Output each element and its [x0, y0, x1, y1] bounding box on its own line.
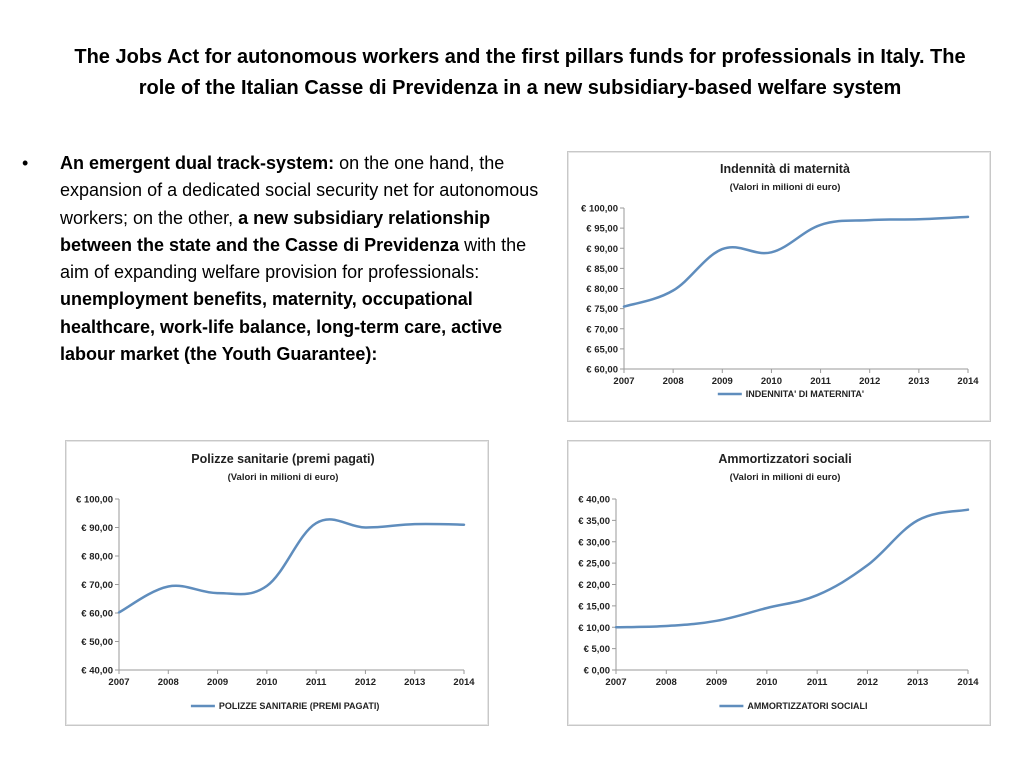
chart-maternita-svg	[568, 152, 990, 421]
chart-subtitle: (Valori in milioni di euro)	[227, 472, 339, 483]
x-tick-label: 2008	[157, 677, 179, 688]
x-tick-label: 2013	[907, 677, 929, 688]
bullet-lead: An emergent dual track-system:	[60, 153, 335, 173]
y-tick-label: € 0,00	[583, 665, 610, 677]
bullet-text-part4: with the aim of expanding welfare provision for professionals:	[60, 234, 527, 283]
series-line	[624, 217, 968, 307]
chart-title: Polizze sanitarie (premi pagati)	[191, 452, 375, 466]
x-tick-label: 2011	[305, 677, 327, 688]
chart-subtitle: (Valori in milioni di euro)	[729, 182, 841, 193]
x-tick-label: 2007	[108, 677, 130, 688]
y-tick-label: € 70,00	[586, 324, 618, 336]
y-tick-label: € 15,00	[578, 601, 610, 613]
series-line	[616, 510, 968, 628]
y-tick-label: € 50,00	[81, 637, 113, 648]
y-tick-label: € 60,00	[81, 608, 113, 620]
x-tick-label: 2010	[256, 677, 278, 688]
chart-title: Ammortizzatori sociali	[718, 452, 852, 466]
legend-label: INDENNITA' DI MATERNITA'	[745, 389, 865, 399]
x-tick-label: 2012	[354, 677, 376, 688]
y-tick-label: € 40,00	[81, 665, 113, 677]
y-tick-label: € 20,00	[578, 580, 610, 591]
chart-ammortizzatori	[567, 440, 991, 726]
y-tick-label: € 60,00	[586, 364, 618, 376]
x-tick-label: 2014	[453, 677, 475, 688]
y-tick-label: € 40,00	[578, 494, 610, 506]
y-tick-label: € 90,00	[586, 243, 618, 255]
x-tick-label: 2007	[613, 376, 635, 387]
chart-title: Indennità di maternità	[720, 162, 850, 176]
x-tick-label: 2014	[957, 677, 979, 688]
y-tick-label: € 35,00	[578, 515, 610, 527]
y-tick-label: € 85,00	[586, 263, 618, 275]
x-tick-label: 2010	[760, 376, 782, 387]
chart-subtitle: (Valori in milioni di euro)	[729, 472, 841, 483]
y-tick-label: € 90,00	[81, 523, 113, 534]
chart-polizze	[65, 440, 489, 726]
x-tick-label: 2007	[605, 677, 627, 688]
y-tick-label: € 70,00	[81, 580, 113, 591]
x-tick-label: 2008	[655, 677, 677, 688]
bullet-text	[60, 150, 540, 368]
slide-title: The Jobs Act for autonomous workers and the first pillars funds for professionals in Italy. The role of the Italian Casse di Previdenza in a new subsidiary-based welfare system	[74, 46, 966, 99]
x-tick-label: 2013	[908, 376, 930, 387]
y-tick-label: € 65,00	[586, 344, 618, 356]
y-tick-label: € 75,00	[586, 304, 618, 316]
y-tick-label: € 100,00	[581, 203, 618, 215]
x-tick-label: 2012	[856, 677, 878, 688]
chart-maternita	[567, 151, 991, 422]
y-tick-label: € 95,00	[586, 223, 618, 235]
legend-label: POLIZZE SANITARIE (PREMI PAGATI)	[218, 701, 380, 711]
bullet-emphasis-benefits: unemployment benefits, maternity, occupational healthcare, work-life balance, long-term care, active labour market (the Youth Guarantee):	[60, 289, 503, 365]
y-tick-label: € 80,00	[81, 551, 113, 563]
bullet-marker: •	[22, 153, 29, 173]
x-tick-label: 2008	[662, 376, 684, 387]
y-tick-label: € 5,00	[583, 644, 610, 656]
x-tick-label: 2012	[859, 376, 881, 387]
x-tick-label: 2009	[207, 677, 229, 688]
x-tick-label: 2014	[957, 376, 979, 387]
bullet-text-part2: on the one hand, the expansion of a dedicated social security net for autonomous workers; on the other,	[60, 153, 539, 228]
legend-label: AMMORTIZZATORI SOCIALI	[747, 701, 868, 711]
x-tick-label: 2013	[404, 677, 426, 688]
bullet-emphasis-subsidiary: a new subsidiary relationship between the state and the Casse di Previdenza	[60, 207, 491, 255]
x-tick-label: 2011	[810, 376, 831, 387]
chart-ammortizzatori-svg	[568, 441, 990, 725]
series-line	[119, 519, 464, 612]
chart-polizze-svg	[66, 441, 488, 725]
x-tick-label: 2010	[756, 677, 778, 688]
y-tick-label: € 80,00	[586, 284, 618, 295]
x-tick-label: 2009	[711, 376, 733, 387]
y-tick-label: € 30,00	[578, 537, 610, 549]
x-tick-label: 2011	[806, 677, 828, 688]
y-tick-label: € 10,00	[578, 622, 610, 634]
y-tick-label: € 25,00	[578, 558, 610, 570]
y-tick-label: € 100,00	[76, 494, 113, 506]
x-tick-label: 2009	[706, 677, 728, 688]
